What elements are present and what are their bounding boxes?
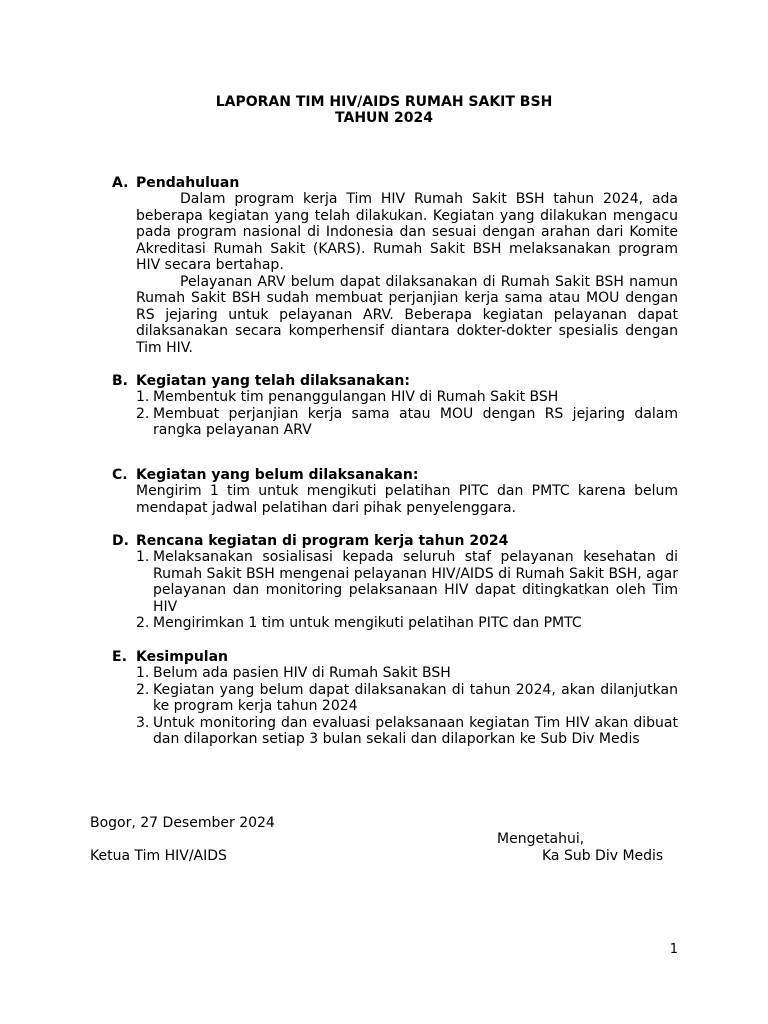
- page-number: 1: [669, 942, 678, 957]
- section-letter: B.: [112, 373, 128, 389]
- list-text: Membuat perjanjian kerja sama atau MOU dengan RS jejaring dalam rangka pelayanan ARV: [153, 405, 678, 438]
- list-item: [136, 665, 678, 682]
- list-text: Belum ada pasien HIV di Rumah Sakit BSH: [153, 665, 451, 681]
- list-text: Untuk monitoring dan evaluasi pelaksanaan kegiatan Tim HIV akan dibuat dan dilaporkan setiap 3 bulan sekali dan dilaporkan ke Sub Div Medis: [153, 714, 678, 747]
- section-kegiatan-dilaksanakan: [112, 373, 678, 439]
- list-text: Membentuk tim penanggulangan HIV di Rumah Sakit BSH: [153, 389, 559, 405]
- section-title: Kegiatan yang belum dilaksanakan:: [136, 467, 419, 483]
- numbered-list: [136, 389, 678, 439]
- list-item: [136, 406, 678, 439]
- section-heading: [112, 373, 678, 389]
- section-rencana-kegiatan: [112, 533, 678, 632]
- section-heading: [112, 467, 678, 483]
- list-item: [136, 682, 678, 715]
- document-year: TAHUN 2024: [335, 110, 433, 126]
- paragraph: Dalam program kerja Tim HIV Rumah Sakit BSH tahun 2024, ada beberapa kegiatan yang telah dilakukan. Kegiatan yang dilakukan mengacu pada program nasional di Indonesia dan sesuai dengan arahan dari Komite Akreditasi Rumah Sakit (KARS). Rumah Sakit BSH melaksanakan program HIV secara bertahap.: [136, 191, 678, 273]
- list-text: Melaksanakan sosialisasi kepada seluruh staf pelayanan kesehatan di Rumah Sakit BSH mengenai pelayanan HIV/AIDS di Rumah Sakit BSH, agar pelayanan dan monitoring pelaksanaan HIV dapat ditingkatkan oleh Tim HIV: [153, 549, 678, 615]
- section-kegiatan-belum: [112, 467, 678, 516]
- acknowledged-label: Mengetahui,: [497, 831, 585, 847]
- section-letter: E.: [112, 649, 127, 665]
- numbered-list: [136, 665, 678, 748]
- signatory-left-role: Ketua Tim HIV/AIDS: [90, 848, 227, 864]
- section-letter: D.: [112, 533, 129, 549]
- list-number: 2.: [136, 405, 150, 422]
- section-body: [136, 483, 678, 516]
- list-text: Kegiatan yang belum dapat dilaksanakan di tahun 2024, akan dilanjutkan ke program kerja tahun 2024: [153, 681, 678, 714]
- section-pendahuluan: [112, 175, 678, 356]
- section-title: Kesimpulan: [136, 649, 229, 665]
- section-body: [136, 191, 678, 356]
- document-title: LAPORAN TIM HIV/AIDS RUMAH SAKIT BSH: [215, 94, 553, 110]
- section-title: Kegiatan yang telah dilaksanakan:: [136, 373, 410, 389]
- list-number: 2.: [136, 615, 150, 631]
- section-title: Rencana kegiatan di program kerja tahun 2024: [136, 533, 509, 549]
- section-heading: [112, 533, 678, 549]
- list-number: 2.: [136, 681, 150, 698]
- paragraph: Mengirim 1 tim untuk mengikuti pelatihan PITC dan PMTC karena belum mendapat jadwal pelatihan dari pihak penyelenggara.: [136, 483, 678, 516]
- section-letter: A.: [112, 175, 129, 191]
- section-letter: C.: [112, 467, 128, 483]
- section-body: [136, 665, 678, 748]
- section-heading: [112, 175, 678, 191]
- list-item: [136, 389, 678, 406]
- section-body: [136, 389, 678, 439]
- list-text: Mengirimkan 1 tim untuk mengikuti pelatihan PITC dan PMTC: [153, 615, 582, 631]
- section-heading: [112, 649, 678, 665]
- list-number: 3.: [136, 714, 150, 731]
- list-item: [136, 549, 678, 615]
- paragraph: Pelayanan ARV belum dapat dilaksanakan di Rumah Sakit BSH namun Rumah Sakit BSH sudah membuat perjanjian kerja sama atau MOU dengan RS jejaring untuk pelayanan ARV. Beberapa kegiatan pelayanan dapat dilaksanakan secara komperhensif diantara dokter-dokter spesialis dengan Tim HIV.: [136, 273, 678, 356]
- numbered-list: [136, 549, 678, 632]
- list-item: [136, 715, 678, 748]
- list-number: 1.: [136, 665, 150, 681]
- list-item: [136, 615, 678, 632]
- section-kesimpulan: [112, 649, 678, 748]
- list-number: 1.: [136, 389, 150, 405]
- list-number: 1.: [136, 549, 150, 565]
- section-title: Pendahuluan: [136, 175, 240, 191]
- section-body: [136, 549, 678, 632]
- signatory-right-role: Ka Sub Div Medis: [542, 848, 664, 864]
- place-date: Bogor, 27 Desember 2024: [90, 815, 275, 831]
